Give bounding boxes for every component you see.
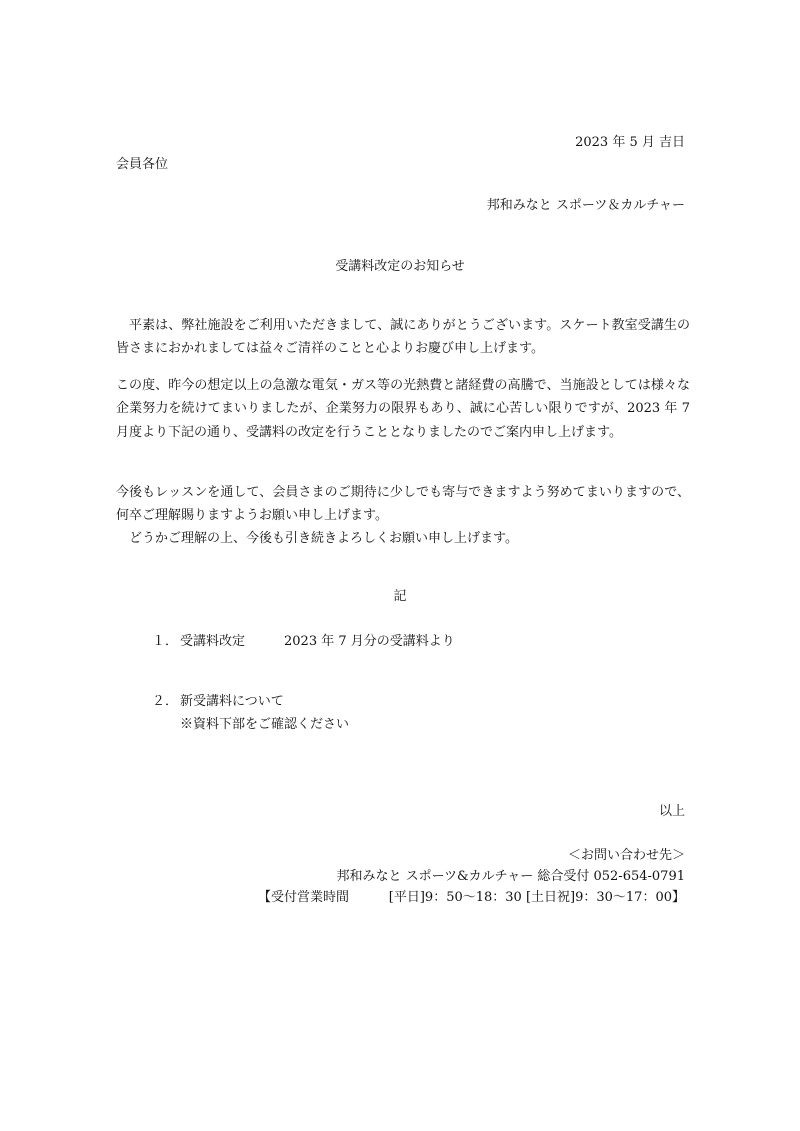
hours-detail: [平日]9：50～18：30 [土日祝]9：30～17：00】	[388, 890, 685, 905]
document-date: 2023 年 5 月 吉日	[575, 135, 685, 150]
closing-ijou: 以上	[658, 804, 685, 819]
item-2-note: ※資料下部をご確認ください	[180, 717, 350, 732]
paragraph-request: 今後もレッスンを通して、会員さまのご期待に少しでも寄与できますよう努めてまいりますので、何卒ご理解賜りますようお願い申し上げます。	[116, 485, 690, 524]
item-2-label: 新受講料について	[180, 694, 284, 709]
ki-heading: 記	[393, 589, 407, 604]
contact-heading: ＜お問い合わせ先＞	[567, 848, 685, 863]
item-1-number: １．	[152, 634, 179, 649]
contact-line: 邦和みなと スポーツ&カルチャー 総合受付 052-654-0791	[336, 869, 685, 884]
item-2-number: ２．	[152, 694, 179, 709]
recipient: 会員各位	[116, 157, 169, 172]
hours-label: 【受付営業時間	[258, 890, 350, 905]
document-title: 受講料改定のお知らせ	[335, 259, 465, 274]
paragraph-greeting: 平素は、弊社施設をご利用いただきまして、誠にありがとうございます。スケート教室受講生の皆さまにおかれましては益々ご清祥のことと心よりお慶び申し上げます。	[116, 318, 690, 357]
paragraph-closing-request: どうかご理解の上、今後も引き続きよろしくお願い申し上げます。	[129, 531, 518, 546]
item-1-detail: 2023 年 7 月分の受講料より	[284, 634, 455, 649]
sender: 邦和みなと スポーツ＆カルチャー	[486, 198, 685, 213]
item-1-label: 受講料改定	[180, 634, 246, 649]
paragraph-announcement: この度、昨今の想定以上の急激な電気・ガス等の光熱費と諸経費の高騰で、当施設としては様々な企業努力を続けてまいりましたが、企業努力の限界もあり、誠に心苦しい限りですが、2023 年 7 月度より下記の通り、受講料の改定を行うこととなりましたのでご案内申し上げます。	[116, 378, 690, 440]
